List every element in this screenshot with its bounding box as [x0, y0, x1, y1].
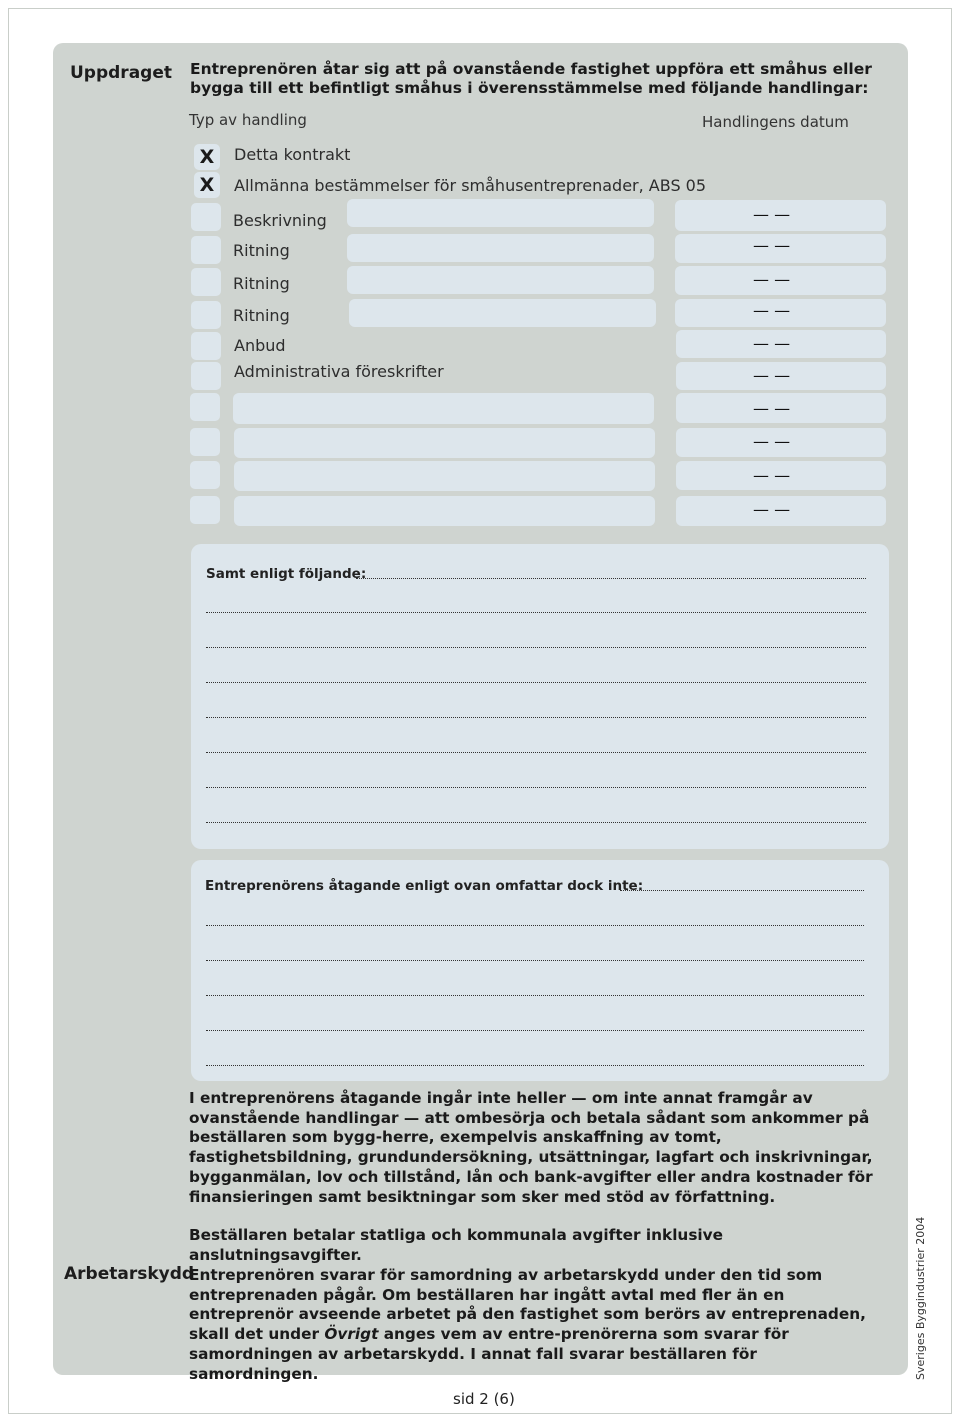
dotted-line [206, 717, 866, 718]
dotted-line [206, 960, 864, 961]
document-checkbox[interactable] [191, 268, 221, 296]
dotted-line [356, 578, 866, 579]
arbetarskydd-text-part1: Entreprenören svarar för samordning av arbetarskydd under den tid som entreprenaden pågår. Om beställaren har ingått avtal med fler än en entreprenör avseende arbetet på den fastighet som berörs av entreprenaden, skall det under [189, 1266, 866, 1344]
document-description-field[interactable] [234, 461, 655, 491]
document-type-label: Administrativa föreskrifter [234, 362, 444, 381]
document-description-field[interactable] [234, 428, 655, 458]
arbetarskydd-paragraph [189, 1266, 889, 1384]
date-separator: — — [753, 205, 791, 224]
header-typ-av-handling: Typ av handling [189, 111, 307, 129]
document-checkbox[interactable] [190, 496, 220, 524]
fees-paragraph: Beställaren betalar statliga och kommunala avgifter inklusive anslutningsavgifter. [189, 1226, 724, 1264]
dotted-line [206, 822, 866, 823]
samt-enligt-foljande-label: Samt enligt följande: [206, 566, 367, 582]
label-detta-kontrakt: Detta kontrakt [234, 145, 351, 164]
section-title-uppdraget: Uppdraget [70, 63, 172, 83]
document-checkbox[interactable] [190, 461, 220, 489]
dotted-line [620, 890, 864, 891]
dotted-line [206, 682, 866, 683]
document-type-label: Ritning [233, 241, 290, 260]
document-checkbox[interactable] [190, 428, 220, 456]
date-separator: — — [753, 301, 791, 320]
document-description-field[interactable] [347, 234, 654, 262]
document-checkbox[interactable] [191, 332, 221, 360]
dotted-line [206, 925, 864, 926]
document-description-field[interactable] [234, 496, 655, 526]
date-separator: — — [753, 236, 791, 255]
date-separator: — — [753, 399, 791, 418]
document-type-label: Ritning [233, 306, 290, 325]
exclusions-label: Entreprenörens åtagande enligt ovan omfattar dock inte: [205, 878, 644, 894]
checkbox-abs-05: X [194, 172, 220, 198]
dotted-line [206, 1030, 864, 1031]
document-description-field[interactable] [233, 393, 654, 424]
dotted-line [206, 752, 866, 753]
document-checkbox[interactable] [190, 393, 220, 421]
responsibility-paragraph: I entreprenörens åtagande ingår inte heller — om inte annat framgår av ovanstående handlingar — att ombesörja och betala sådant som ankommer på beställaren som bygg-herre, exempelvis anskaffning av tomt, fastighetsbildning, grundundersökning, utsättningar, lagfart och inskrivningar, bygganmälan, lov och tillstånd, lån och bank-avgifter eller andra kostnader för finansieringen samt besiktningar som sker med stöd av författning. [189, 1089, 873, 1206]
samt-enligt-foljande-box[interactable] [191, 544, 889, 849]
checkbox-detta-kontrakt: X [194, 144, 220, 170]
document-checkbox[interactable] [191, 203, 221, 231]
document-type-label: Beskrivning [233, 211, 327, 230]
document-checkbox[interactable] [191, 362, 221, 390]
date-separator: — — [753, 270, 791, 289]
dotted-line [206, 647, 866, 648]
dotted-line [206, 787, 866, 788]
date-separator: — — [753, 466, 791, 485]
dotted-line [206, 612, 866, 613]
arbetarskydd-text-italic: Övrigt [324, 1325, 379, 1344]
dotted-line [206, 1065, 864, 1066]
date-separator: — — [753, 432, 791, 451]
header-handlingens-datum: Handlingens datum [702, 113, 849, 131]
arbetarskydd-text-part2: anges vem av entre-prenörerna som svarar för samordningen av arbetarskydd. I annat fall svarar beställaren för samordningen. [189, 1325, 789, 1383]
date-separator: — — [753, 500, 791, 519]
document-checkbox[interactable] [191, 301, 221, 329]
document-type-label: Ritning [233, 274, 290, 293]
document-type-label: Anbud [234, 336, 286, 355]
document-description-field[interactable] [347, 266, 654, 294]
intro-text: Entreprenören åtar sig att på ovanstående fastighet uppföra ett småhus eller bygga till ett befintligt småhus i överensstämmelse med följande handlingar: [190, 60, 872, 97]
label-abs-05: Allmänna bestämmelser för småhusentreprenader, ABS 05 [234, 176, 707, 195]
document-checkbox[interactable] [191, 236, 221, 264]
document-description-field[interactable] [347, 199, 654, 227]
date-separator: — — [753, 334, 791, 353]
page-number: sid 2 (6) [453, 1390, 515, 1408]
document-description-field[interactable] [349, 299, 656, 327]
date-separator: — — [753, 366, 791, 385]
dotted-line [206, 995, 864, 996]
copyright-vertical: Sveriges Byggindustrier 2004 [914, 1216, 927, 1380]
section-title-arbetarskydd: Arbetarskydd [64, 1264, 195, 1284]
